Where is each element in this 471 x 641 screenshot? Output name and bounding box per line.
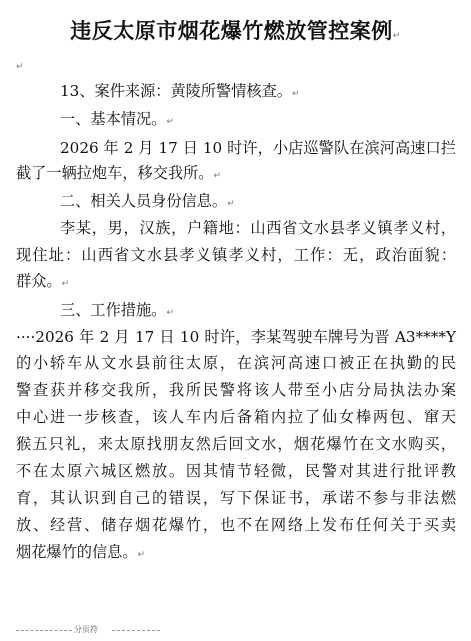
paragraph-mark: ↵ [166,308,174,318]
section-heading-measures [60,300,174,323]
document-title: 违反太原市烟花爆竹燃放管控案例 [70,18,393,43]
page-break-rule-right [112,630,160,631]
paragraph-mark: ↵ [61,279,70,289]
paragraph-line-text: ····2026 年 2 月 17 日 10 时许，李某驾驶车牌号为晋 A3****Y [16,328,456,346]
paragraph-line-text: 的小轿车从文水县前往太原，在滨河高速口被正在执勤的民 [16,354,456,372]
paragraph-line [16,245,456,265]
section-heading-text: 一、基本情况。 [60,110,167,128]
paragraph-line [16,353,456,373]
paragraph-mark: ↵ [166,117,174,127]
paragraph-line-text: 放、经营、储存烟花爆竹，也不在网络上发布任何关于买卖 [16,516,456,534]
paragraph-line [16,515,456,535]
paragraph-line-text: 李某，男，汉族，户籍地：山西省文水县孝义镇孝义村， [60,219,456,237]
section-heading-identity [60,191,235,214]
paragraph-line [16,271,69,294]
page-break-label: 分页符 [74,625,98,634]
paragraph-line [16,327,456,347]
section-heading-text: 三、工作措施。 [60,301,167,319]
paragraph-line [16,488,456,508]
document-title-line [0,15,471,45]
paragraph-mark: ↵ [291,89,300,99]
paragraph-line [16,380,456,400]
paragraph-line [60,218,456,238]
paragraph-line [16,461,456,481]
section-heading-basic [60,109,174,132]
paragraph-line-text: 中心进一步核查，该人车内后备箱内拉了仙女棒两包、窜天 [16,408,456,426]
paragraph-mark: ↵ [137,550,146,560]
paragraph-line-text: 育，其认识到自己的错误，写下保证书，承诺不参与非法燃 [16,489,456,507]
paragraph-line-text: 截了一辆拉炮车，移交我所。 [16,164,214,182]
empty-paragraph-mark: ↵ [16,62,24,72]
paragraph-line-text: 2026 年 2 月 17 日 10 时许，小店巡警队在滨河高速口拦 [60,139,456,157]
paragraph-line-text: 猴五只礼，来太原找朋友然后回文水，烟花爆竹在文水购买， [16,435,456,453]
paragraph-line-text: 现住址：山西省文水县孝义镇孝义村，工作：无，政治面貌： [16,246,456,264]
paragraph-line-text: 烟花爆竹的信息。 [16,543,138,561]
paragraph-line [60,138,456,158]
paragraph-line [16,407,456,427]
paragraph-line [16,163,221,186]
paragraph-line [16,542,145,565]
case-source-line [60,81,300,104]
paragraph-line-text: 不在太原六城区燃放。因其情节轻微，民警对其进行批评教 [16,462,456,480]
page-break-rule-left [16,630,72,631]
paragraph-mark: ↵ [392,31,401,41]
section-heading-text: 二、相关人员身份信息。 [60,192,228,210]
case-source-text: 13、案件来源：黄陵所警情核查。 [60,82,292,100]
paragraph-line-text: 群众。 [16,272,62,290]
paragraph-line-text: 警查获并移交我所，我所民警将该人带至小店分局执法办案 [16,381,456,399]
paragraph-line [16,434,456,454]
paragraph-mark: ↵ [213,171,221,181]
paragraph-mark: ↵ [227,199,235,209]
